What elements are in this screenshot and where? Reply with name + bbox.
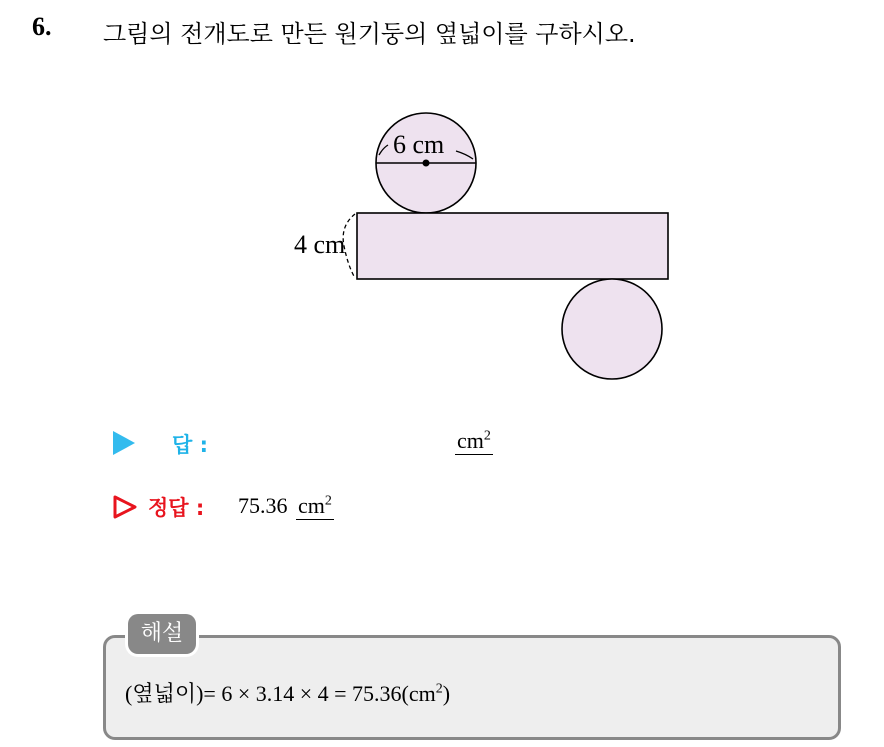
lateral-rectangle (357, 213, 668, 279)
explanation-formula: (옆넓이)= $6 \times 3.14 \times 4 = 75.36(cm^2)$ (125, 681, 451, 706)
explanation-tag: 해설 (128, 614, 196, 654)
center-point (423, 160, 430, 167)
answer-row (110, 428, 530, 458)
correct-answer-row (110, 492, 530, 524)
correct-answer-value: 75.36 (238, 493, 288, 518)
diameter-label: 6 cm (393, 130, 445, 159)
answer-triangle-icon (113, 431, 135, 455)
bottom-base-circle (562, 279, 662, 379)
correct-answer-unit: $cm^2$ (298, 493, 332, 518)
question-number: 6. (32, 12, 52, 41)
question-text: 그림의 전개도로 만든 원기둥의 옆넓이를 구하시오. (103, 20, 636, 48)
height-label: 4 cm (294, 230, 346, 259)
correct-answer-label: 정답 : (148, 496, 205, 520)
correct-triangle-icon (112, 494, 138, 520)
answer-unit: $cm^2$ (457, 428, 491, 453)
answer-label: 답 : (172, 433, 208, 457)
